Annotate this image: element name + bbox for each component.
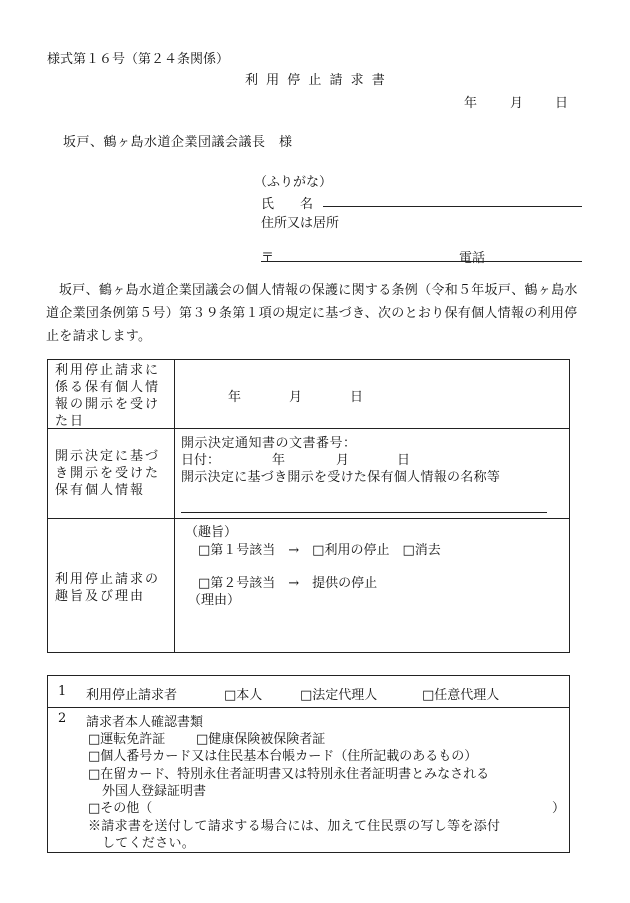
doc-license[interactable]: □運転免許証	[88, 732, 166, 747]
row3-label: 利用停止請求の 趣旨及び理由	[55, 572, 161, 604]
date-year-label: 年	[464, 96, 478, 111]
doc-other[interactable]: □その他（	[88, 801, 153, 816]
s1-label: 利用停止請求者	[86, 688, 178, 703]
addressee: 坂戸、鶴ヶ島水道企業団議会議長 様	[63, 135, 293, 150]
furigana-label: （ふりがな）	[254, 175, 333, 190]
note-line2: してください。	[102, 836, 196, 851]
address-field[interactable]	[261, 261, 582, 262]
date-month-label: 月	[510, 96, 524, 111]
row1-label: 利用停止請求に 係る保有個人情 報の開示を受け た日	[55, 363, 161, 429]
name-label: 氏 名	[261, 197, 314, 212]
row1-day: 日	[350, 390, 364, 405]
doc-insurance[interactable]: □健康保険被保険者証	[196, 732, 326, 747]
document-title: 利 用 停 止 請 求 書	[245, 73, 387, 88]
s1-number: 1	[58, 684, 67, 699]
postal-mark: 〒	[261, 251, 275, 266]
s1-option-voluntary[interactable]: □任意代理人	[422, 688, 500, 703]
date-day-label: 日	[555, 96, 569, 111]
row3-option2[interactable]: □第２号該当 → 提供の停止	[198, 576, 378, 591]
request-statement: 坂戸、鶴ヶ島水道企業団議会の個人情報の保護に関する条例（令和５年坂戸、鶴ヶ島水道企業団条例第５号）第３９条第１項の規定に基づき、次のとおり保有個人情報の利用停止を請求します。	[46, 283, 578, 344]
row3-purpose-label: （趣旨）	[185, 525, 238, 540]
row1-year: 年	[228, 390, 242, 405]
address-label: 住所又は居所	[261, 216, 340, 231]
row3-reason-label: （理由）	[188, 593, 241, 608]
doc-residence-line2: 外国人登録証明書	[102, 784, 207, 799]
row2-date-label: 日付：	[181, 453, 221, 468]
row2-month: 月	[336, 453, 350, 468]
note-line1: ※請求書を送付して請求する場合には、加えて住民票の写し等を添付	[88, 819, 501, 834]
row2-info-name: 開示決定に基づき開示を受けた保有個人情報の名称等	[181, 470, 501, 485]
row2-day: 日	[397, 453, 411, 468]
doc-mynumber[interactable]: □個人番号カード又は住民基本台帳カード（住所記載のあるもの）	[88, 749, 478, 764]
row2-info-field[interactable]	[181, 512, 547, 513]
doc-residence-line1[interactable]: □在留カード、特別永住者証明書又は特別永住者証明書とみなされる	[88, 767, 490, 782]
s1-option-legal[interactable]: □法定代理人	[300, 688, 378, 703]
section-divider	[47, 707, 570, 708]
row2-doc-number: 開示決定通知書の文書番号：	[181, 436, 357, 451]
s2-label: 請求者本人確認書類	[86, 715, 204, 730]
row3-option1[interactable]: □第１号該当 → □利用の停止 □消去	[198, 543, 441, 558]
table-column-divider	[174, 359, 175, 653]
row1-month: 月	[289, 390, 303, 405]
table-row-divider-2	[47, 518, 570, 519]
doc-other-close: ）	[552, 801, 566, 816]
row2-year: 年	[272, 453, 286, 468]
phone-label: 電話	[459, 251, 486, 266]
s2-number: 2	[58, 711, 67, 726]
row2-label: 開示決定に基づ き開示を受けた 保有個人情報	[55, 449, 161, 498]
name-field[interactable]	[323, 206, 582, 207]
form-number: 様式第１６号（第２４条関係）	[47, 52, 230, 67]
s1-option-self[interactable]: □本人	[224, 688, 263, 703]
